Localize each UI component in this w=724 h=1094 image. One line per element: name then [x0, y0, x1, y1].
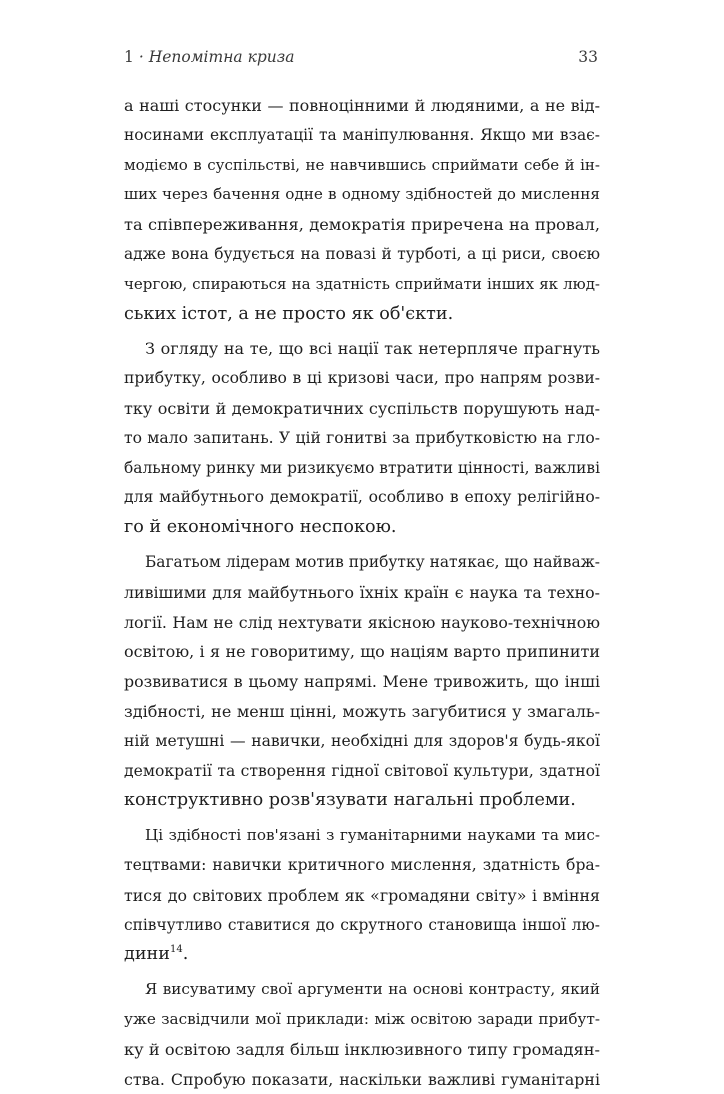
text-line: тку освіти й демократичних суспільств порушують над- — [124, 394, 600, 424]
text-line: та співпереживання, демократія приречена на провал, — [124, 210, 600, 240]
text-line: ній метушні — навички, необхідні для здоров'я будь-якої — [124, 727, 600, 757]
text-line: ських істот, а не просто як об'єкти. — [124, 300, 600, 330]
text-line: прибутку, особливо в ці кризові часи, про напрям розви- — [124, 364, 600, 394]
text-line: модіємо в суспільстві, не навчившись сприймати себе й ін- — [124, 151, 600, 181]
text-line: Я висуватиму свої аргументи на основі контрасту, який — [124, 975, 600, 1005]
paragraph-5 — [124, 975, 600, 1094]
text-line: демократії та створення гідної світової культури, здатної — [124, 757, 600, 787]
page-number: 33 — [578, 48, 598, 66]
text-line: Багатьом лідерам мотив прибутку натякає, що найваж- — [124, 548, 600, 578]
text-line: то мало запитань. У цій гонитві за прибутковістю на гло- — [124, 424, 600, 454]
text-line: адже вона будується на повазі й турботі, а ці риси, своєю — [124, 240, 600, 270]
footnote-punctuation: . — [183, 944, 189, 964]
text-line: го й економічного неспокою. — [124, 513, 600, 543]
text-line: для майбутнього демократії, особливо в епоху релігійно- — [124, 483, 600, 513]
text-line: чергою, спираються на здатність сприймати інших як люд- — [124, 270, 600, 300]
text-line: логії. Нам не слід нехтувати якісною науково-технічною — [124, 608, 600, 638]
chapter-title-text: Непомітна криза — [149, 48, 295, 66]
text-line: ливішими для майбутнього їхніх країн є наука та техно- — [124, 578, 600, 608]
text-line: тецтвами: навички критичного мислення, здатність бра- — [124, 851, 600, 881]
paragraph-1 — [124, 91, 600, 329]
paragraph-3 — [124, 548, 600, 816]
text-line: ку й освітою задля більш інклюзивного типу громадян- — [124, 1035, 600, 1065]
text-line: Ці здібності пов'язані з гуманітарними науками та мис- — [124, 821, 600, 851]
chapter-separator: · — [139, 48, 144, 66]
text-line: здібності, не менш цінні, можуть загубитися у змагаль- — [124, 697, 600, 727]
text-line — [124, 940, 600, 970]
chapter-title — [124, 48, 294, 66]
running-head — [124, 48, 598, 72]
text-line: ших через бачення одне в одному здібностей до мислення — [124, 180, 600, 210]
text-line: розвиватися в цьому напрямі. Мене тривожить, що інші — [124, 667, 600, 697]
text-line-word: дини — [124, 944, 170, 964]
text-line: уже засвідчили мої приклади: між освітою заради прибут- — [124, 1005, 600, 1035]
text-line: бальному ринку ми ризикуємо втратити цінності, важливі — [124, 454, 600, 484]
footnote-ref: 14 — [170, 944, 183, 955]
text-line: освітою, і я не говоритиму, що націям варто припинити — [124, 637, 600, 667]
paragraph-2 — [124, 334, 600, 543]
text-line: З огляду на те, що всі нації так нетерпляче прагнуть — [124, 334, 600, 364]
text-line: носинами експлуатації та маніпулювання. Якщо ми взає- — [124, 121, 600, 151]
text-line: тися до світових проблем як «громадяни світу» і вміння — [124, 881, 600, 911]
text-line: співчутливо ставитися до скрутного становища іншої лю- — [124, 911, 600, 941]
text-line: а наші стосунки — повноцінними й людяними, а не від- — [124, 91, 600, 121]
paragraph-4 — [124, 821, 600, 970]
text-line: конструктивно розв'язувати нагальні проблеми. — [124, 786, 600, 816]
text-line: ства. Спробую показати, наскільки важливі гуманітарні — [124, 1065, 600, 1094]
body-text — [124, 91, 600, 1094]
chapter-number: 1 — [124, 48, 134, 66]
